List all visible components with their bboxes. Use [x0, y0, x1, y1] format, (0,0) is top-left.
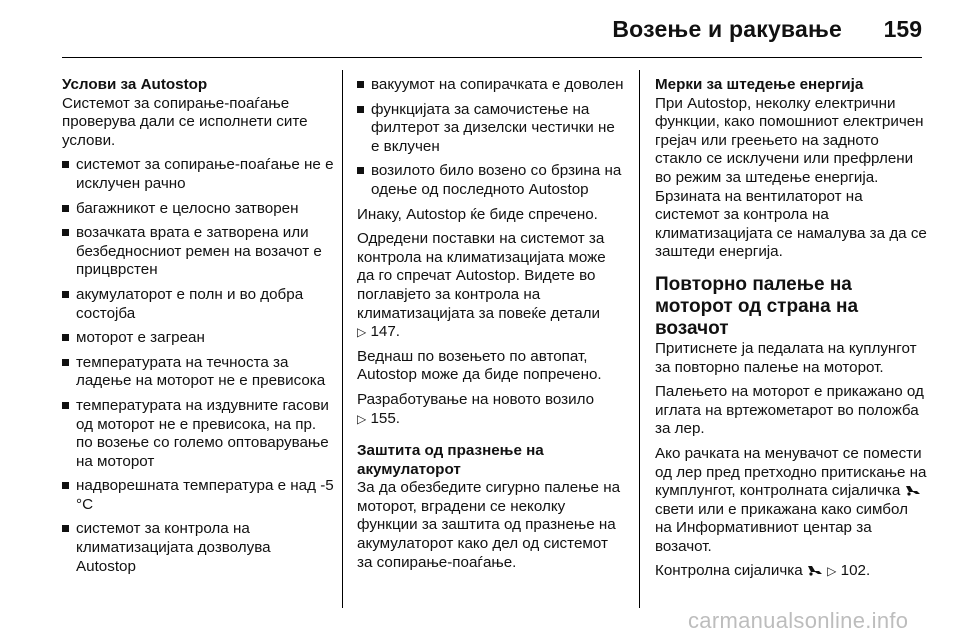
paragraph: Ако рачката на менувачот се помести од лер пред претходно притискање на кумплунгот, контролната сијаличка свети или е прикажана како симбол на Информативниот центар за возачот.	[655, 444, 927, 555]
autostop-indicator-icon	[905, 484, 921, 496]
list-item: возилото било возено со брзина на одење од последното Autostop	[357, 162, 625, 199]
paragraph: При Autostop, неколку електрични функции, како помошниот електричен грејач или греењето на задното стакло се исклучени или префрлени во режим за штедење енергија. Брзината на вентилаторот на системот за контрола на климатизацијата се намалува за да се заштеди енергија.	[655, 94, 927, 261]
bullet-square-icon	[62, 229, 69, 236]
paragraph: Палењето на моторот е прикажано од иглата на вртежометарот во положба за лер.	[655, 383, 924, 438]
column-divider-2	[639, 70, 640, 608]
list-item: системот за контрола на климатизацијата дозволува Autostop	[62, 520, 334, 576]
reference-arrow-icon: ▷	[357, 325, 367, 340]
list-item: температурата на издувните гасови од моторот не е превисока, на пр. по возење со големо оптоварување на моторот	[62, 397, 334, 471]
autostop-indicator-icon	[807, 564, 823, 576]
list-item: акумулаторот е полн и во добра состојба	[62, 286, 334, 323]
page-number: 159	[883, 16, 922, 42]
watermark: carmanualsonline.info	[688, 608, 909, 633]
list-item: системот за сопирање-поаѓање не е исклучен рачно	[62, 156, 334, 193]
paragraph: Притиснете ја педалата на куплунгот за повторно палење на моторот.	[655, 339, 917, 376]
paragraph: Веднаш по возењето по автопат, Autostop може да биде попречено.	[357, 347, 602, 384]
list-item: надворешната температура е над -5 °C	[62, 477, 334, 514]
bullet-square-icon	[357, 81, 364, 88]
reference-arrow-icon: ▷	[827, 564, 837, 579]
section-heading-battery-protection: Заштита од празнење на акумулаторот	[357, 442, 544, 478]
bullet-square-icon	[357, 106, 364, 113]
bullet-square-icon	[62, 161, 69, 168]
list-item: функцијата за самочистење на филтерот за дизелски честички не е вклучен	[357, 101, 625, 157]
bullet-square-icon	[62, 334, 69, 341]
column-3	[655, 76, 927, 587]
bullet-square-icon	[62, 291, 69, 298]
list-item: температурата на течноста за ладење на моторот не е превисока	[62, 354, 334, 391]
column-divider-1	[342, 70, 343, 608]
bullet-square-icon	[62, 402, 69, 409]
bullet-square-icon	[62, 482, 69, 489]
bullet-square-icon	[357, 167, 364, 174]
column-1	[62, 76, 334, 582]
page-reference-link[interactable]: 147.	[370, 323, 401, 341]
conditions-list-continued	[357, 76, 625, 200]
list-item: моторот е загреан	[62, 329, 334, 348]
conditions-list	[62, 156, 334, 576]
paragraph: Одредени поставки на системот за контрола на климатизацијата може да го спречат Autostop. Видете во поглавјето за контрола на климатизацијата за повеќе детали ▷ 147.	[357, 230, 606, 341]
reference-arrow-icon: ▷	[357, 411, 367, 426]
page-reference-link[interactable]: 102.	[840, 562, 871, 580]
bullet-square-icon	[62, 205, 69, 212]
header-rule	[62, 57, 922, 58]
bullet-square-icon	[62, 525, 69, 532]
paragraph: Разработување на новото возило ▷ 155.	[357, 390, 595, 427]
list-item: возачката врата е затворена или безбедносниот ремен на возачот е прицврстен	[62, 224, 334, 280]
section-heading-engine-restart: Повторно палење на моторот од страна на возачот	[655, 273, 859, 339]
section-heading-autostop-conditions: Услови за Autostop	[62, 76, 208, 93]
page-reference-link[interactable]: 155.	[370, 409, 401, 427]
column-2	[357, 76, 625, 578]
page-header	[0, 0, 960, 60]
intro-paragraph: Системот за сопирање-поаѓање проверува дали се исполнети сите услови.	[62, 94, 308, 149]
list-item: багажникот е целосно затворен	[62, 200, 334, 219]
section-heading-energy-saving: Мерки за штедење енергија	[655, 76, 864, 93]
paragraph: Инаку, Autostop ќе биде спречено.	[357, 205, 598, 223]
bullet-square-icon	[62, 359, 69, 366]
paragraph: Контролна сијаличка ▷ 102.	[655, 562, 871, 580]
page-title: Возење и ракување	[612, 16, 842, 42]
list-item: вакуумот на сопирачката е доволен	[357, 76, 625, 95]
paragraph: За да обезбедите сигурно палење на моторот, вградени се неколку функции за заштита од празнење на акумулаторот како дел од системот за сопирање-поаѓање.	[357, 479, 621, 571]
